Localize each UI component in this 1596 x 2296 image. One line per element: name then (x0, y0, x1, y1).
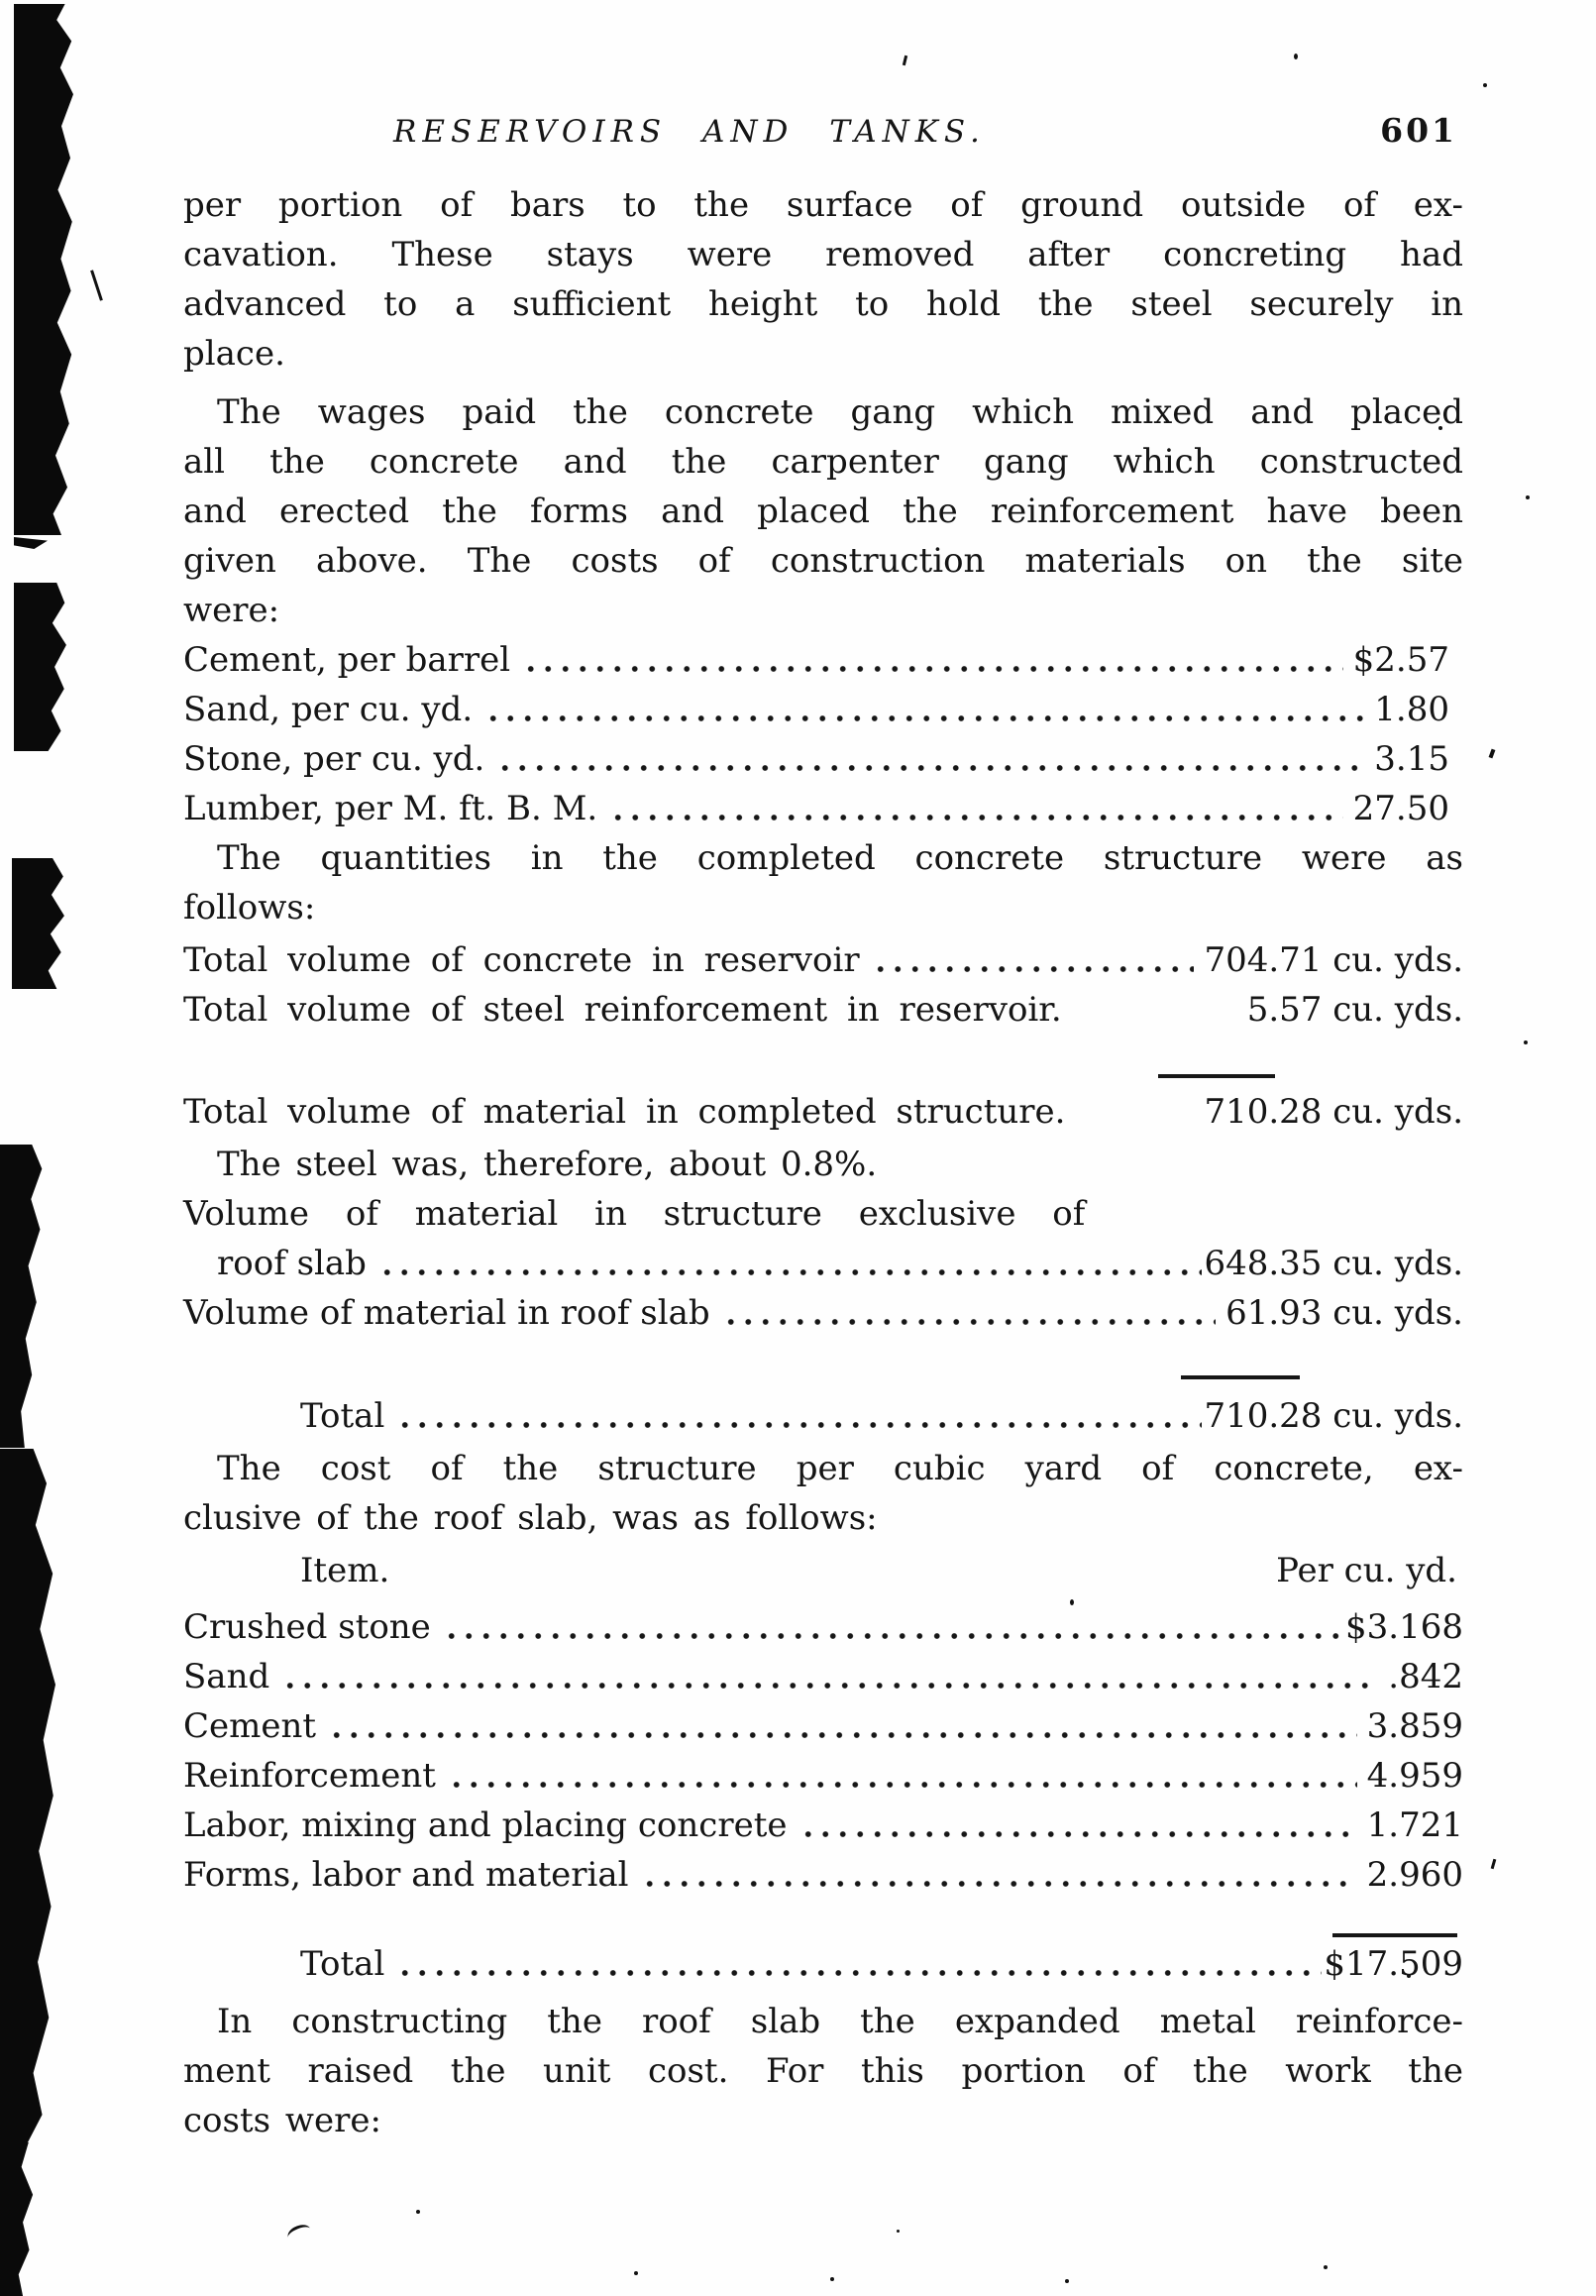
table-row (183, 1602, 1463, 1652)
row-label: Reinforcement (183, 1756, 436, 1796)
row-value: 710.28 cu. yds. (1204, 1396, 1463, 1436)
row-value: 3.859 (1366, 1706, 1463, 1746)
row-label: Sand, per cu. yd. (183, 690, 474, 729)
dot-leader (496, 763, 1364, 773)
row-label: Labor, mixing and placing concrete (183, 1805, 788, 1845)
scan-mark (416, 2210, 420, 2214)
text-line: cavation. These stays were removed after concreting had (183, 235, 1463, 274)
scan-artifact (0, 1449, 55, 2142)
table-row (183, 734, 1449, 784)
row-value: 710.28 cu. yds. (1204, 1092, 1463, 1132)
page-content (183, 111, 1463, 2145)
table-row (183, 1701, 1463, 1751)
text-line: clusive of the roof slab, was as follows: (183, 1498, 878, 1538)
row-value: $2.57 (1352, 640, 1449, 680)
cost-table-rows (183, 1602, 1463, 1900)
sum-rule (1181, 1375, 1300, 1379)
scan-mark (90, 270, 103, 300)
scan-artifact (0, 1145, 46, 1448)
dot-leader (484, 713, 1364, 723)
table-row (183, 1801, 1463, 1850)
scan-mark (830, 2277, 834, 2281)
row-label: Lumber, per M. ft. B. M. (183, 789, 598, 828)
row-value: $17.509 (1324, 1944, 1463, 1984)
scan-mark (1294, 54, 1298, 59)
row-value: 648.35 cu. yds. (1204, 1244, 1463, 1283)
paragraph (183, 1140, 1463, 1189)
dot-leader (448, 1780, 1357, 1790)
row-value: 1.80 (1374, 690, 1449, 729)
dot-leader (443, 1631, 1343, 1641)
table-row (183, 1751, 1463, 1801)
paragraph (183, 180, 1463, 379)
scan-mark (897, 2230, 900, 2233)
scan-mark (1065, 2279, 1069, 2283)
text-line: were: (183, 591, 280, 630)
scan-mark (285, 2222, 313, 2244)
table-row (183, 935, 1463, 985)
text-line: place. (183, 334, 285, 374)
dot-leader (799, 1829, 1357, 1839)
text-line: advanced to a sufficient height to hold the steel securely in (183, 284, 1463, 324)
scan-artifact (14, 537, 48, 549)
paragraph (183, 387, 1463, 635)
row-label: roof slab (217, 1244, 367, 1283)
dot-leader (722, 1317, 1216, 1327)
row-value: 4.959 (1366, 1756, 1463, 1796)
volumes-list (183, 1189, 1463, 1441)
quantities-list (183, 935, 1463, 1137)
table-row (183, 1239, 1463, 1288)
table-row (183, 1087, 1463, 1137)
row-value: $3.168 (1345, 1607, 1463, 1647)
row-label: Total (300, 1944, 385, 1984)
paragraph (183, 1189, 1463, 1239)
text-line: all the concrete and the carpenter gang which constructed (183, 442, 1463, 482)
text-line: Volume of material in structure exclusive of (183, 1194, 1086, 1234)
row-label: Total volume of concrete in reservoir (183, 940, 860, 980)
text-line: follows: (183, 888, 316, 928)
row-label: Forms, labor and material (183, 1855, 629, 1895)
table-row (183, 784, 1449, 833)
scan-mark (1489, 749, 1496, 759)
scan-mark (1526, 495, 1530, 499)
cost-table-header (183, 1546, 1463, 1595)
row-label: Total volume of material in completed structure. (183, 1092, 1066, 1132)
sum-rule (1332, 1933, 1457, 1937)
text-line: given above. The costs of construction materials on the site (183, 541, 1463, 581)
row-value: 3.15 (1374, 739, 1449, 779)
column-header-value: Per cu. yd. (1276, 1551, 1457, 1590)
table-row (183, 1391, 1463, 1441)
table-total-row (183, 1939, 1463, 1989)
dot-leader (378, 1267, 1202, 1277)
paragraph (183, 1444, 1463, 1543)
dot-leader (396, 1968, 1322, 1978)
table-row (183, 985, 1463, 1035)
text-line: The wages paid the concrete gang which mixed and placed (217, 392, 1463, 432)
row-label: Stone, per cu. yd. (183, 739, 485, 779)
paragraph (183, 833, 1463, 932)
dot-leader (641, 1879, 1357, 1889)
scan-artifact (14, 583, 67, 751)
row-value: 2.960 (1366, 1855, 1463, 1895)
running-head (183, 111, 1463, 161)
dot-leader (872, 964, 1195, 974)
dot-leader (522, 664, 1343, 674)
row-label: Total volume of steel reinforcement in reservoir. (183, 990, 1062, 1030)
scan-mark (1483, 83, 1487, 87)
scan-artifact (14, 4, 73, 535)
row-label: Crushed stone (183, 1607, 431, 1647)
text-line: The cost of the structure per cubic yard of concrete, ex- (217, 1449, 1463, 1488)
page-number: 601 (1380, 111, 1457, 150)
text-line: In constructing the roof slab the expanded metal reinforce- (217, 2002, 1463, 2041)
scan-artifact (12, 858, 65, 989)
dot-leader (609, 813, 1342, 822)
scan-mark (1324, 2265, 1328, 2269)
dot-leader (396, 1420, 1202, 1430)
row-label: Sand (183, 1657, 270, 1696)
row-label: Total (300, 1396, 385, 1436)
text-line: The steel was, therefore, about 0.8%. (217, 1145, 878, 1184)
scan-mark (1491, 1859, 1497, 1869)
row-value: 61.93 cu. yds. (1225, 1293, 1463, 1333)
scan-mark (1524, 1040, 1528, 1044)
row-value: 704.71 cu. yds. (1204, 940, 1463, 980)
text-line: per portion of bars to the surface of ground outside of ex- (183, 185, 1463, 225)
materials-price-list (183, 635, 1463, 833)
row-value: .842 (1388, 1657, 1463, 1696)
table-row (183, 1288, 1463, 1338)
row-value: 27.50 (1352, 789, 1449, 828)
dot-leader (328, 1730, 1357, 1740)
table-row (183, 685, 1449, 734)
page-title: RESERVOIRS AND TANKS. (393, 114, 986, 150)
paragraph (183, 1997, 1463, 2145)
table-row (183, 1652, 1463, 1701)
cost-table (183, 1546, 1463, 1989)
text-line: and erected the forms and placed the reinforcement have been (183, 492, 1463, 531)
row-value: 5.57 cu. yds. (1246, 990, 1463, 1030)
column-header-item: Item. (300, 1551, 390, 1590)
scan-mark (903, 55, 907, 65)
dot-leader (281, 1681, 1378, 1691)
text-line: costs were: (183, 2101, 381, 2140)
scan-artifact (0, 2142, 36, 2296)
table-row (183, 635, 1449, 685)
text-line: ment raised the unit cost. For this portion of the work the (183, 2051, 1463, 2091)
text-line: The quantities in the completed concrete structure were as (217, 838, 1463, 878)
row-value: 1.721 (1366, 1805, 1463, 1845)
row-label: Cement (183, 1706, 317, 1746)
sum-rule (1158, 1074, 1275, 1078)
scan-mark (634, 2271, 638, 2275)
row-label: Volume of material in roof slab (183, 1293, 710, 1333)
table-row (183, 1850, 1463, 1900)
row-label: Cement, per barrel (183, 640, 511, 680)
